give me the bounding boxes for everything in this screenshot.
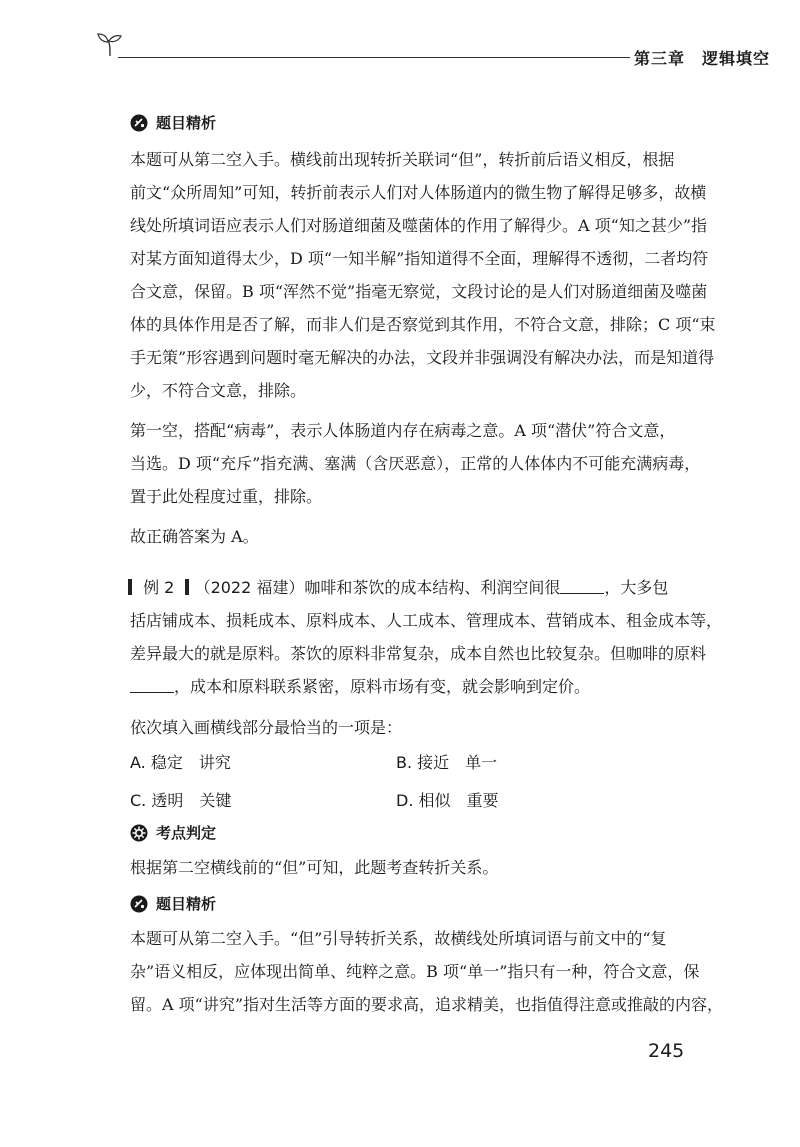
example-line-2: 括店铺成本、损耗成本、原料成本、人工成本、管理成本、营销成本、租金成本等， [130, 611, 723, 630]
example-text: ，大多包 [604, 578, 669, 597]
section-heading-analysis-2 [130, 893, 216, 914]
analysis-paragraph-3 [130, 922, 724, 1021]
section-heading-analysis-1 [130, 112, 216, 133]
example-text: （2022 福建）咖啡和茶饮的成本结构、利润空间很 [194, 578, 561, 597]
answer-text: 故正确答案为 A。 [130, 527, 259, 546]
label-bar-right [185, 579, 189, 595]
text-line: 线处所填词语应表示人们对肠道细菌及噬菌体的作用了解得少。A 项“知之甚少”指 [130, 216, 708, 235]
text-line: 置于此处程度过重，排除。 [130, 487, 323, 506]
option-b: B. 接近 单一 [396, 753, 498, 772]
fill-blank-1 [560, 579, 604, 594]
example-line-3: 差异最大的就是原料。茶饮的原料非常复杂，成本自然也比较复杂。但咖啡的原料 [130, 644, 707, 663]
text-line: 本题可从第二空入手。横线前出现转折关联词“但”，转折前后语义相反，根据 [130, 150, 675, 169]
page-number: 245 [648, 1040, 685, 1062]
text-line: 对某方面知道得太少，D 项“一知半解”指知道得不全面，理解得不透彻，二者均符 [130, 249, 709, 268]
text-line: 杂”语义相反，应体现出简单、纯粹之意。B 项“单一”指只有一种，符合文意，保 [130, 962, 700, 981]
header-rule [118, 57, 630, 58]
text-line: 前文“众所周知”可知，转折前表示人们对人体肠道内的微生物了解得足够多，故横 [130, 183, 707, 202]
example-label: 例 2 [143, 578, 175, 597]
section-heading-text: 题目精析 [156, 895, 217, 913]
text-line: 少，不符合文意，排除。 [130, 381, 307, 400]
option-d: D. 相似 重要 [396, 791, 499, 810]
option-c: C. 透明 关键 [130, 791, 232, 810]
example-text: ，成本和原料联系紧密，原料市场有变，就会影响到定价。 [174, 677, 591, 696]
analysis-icon [130, 114, 148, 132]
answer-line [130, 520, 695, 553]
text-line: 当选。D 项“充斥”指充满、塞满（含厌恶意），正常的人体体内不可能充满病毒， [130, 454, 701, 473]
text-line: 第一空，搭配“病毒”，表示人体肠道内存在病毒之意。A 项“潜伏”符合文意， [130, 421, 676, 440]
example-line-4 [130, 670, 700, 703]
text-line: 根据第二空横线前的“但”可知，此题考查转折关系。 [130, 858, 499, 877]
analysis-paragraph-1 [130, 143, 716, 407]
text-line: 本题可从第二空入手。“但”引导转折关系，故横线处所填词语与前文中的“复 [130, 929, 667, 948]
example-line-1 [128, 571, 698, 604]
text-line: 合文意，保留。B 项“浑然不觉”指毫无察觉，文段讨论的是人们对肠道细菌及噬菌 [130, 282, 708, 301]
key-point-text [130, 851, 695, 884]
text-line: 体的具体作用是否了解，而非人们是否察觉到其作用，不符合文意，排除；C 项“束 [130, 315, 716, 334]
text-line: 留。A 项“讲究”指对生活等方面的要求高，追求精美，也指值得注意或推敲的内容， [130, 995, 724, 1014]
label-bar-left [128, 579, 132, 595]
section-heading-text: 题目精析 [156, 114, 217, 132]
section-heading-key-point [130, 822, 216, 843]
option-a: A. 稳定 讲究 [130, 753, 231, 772]
sprout-icon [96, 30, 124, 58]
analysis-icon [130, 895, 148, 913]
text-line: 手无策”形容遇到问题时毫无解决的办法，文段并非强调没有解决办法，而是知道得 [130, 348, 715, 367]
question-prompt: 依次填入画横线部分最恰当的一项是： [130, 718, 403, 737]
section-heading-text: 考点判定 [156, 824, 217, 842]
chapter-title: 第三章 逻辑填空 [634, 49, 771, 68]
fill-blank-2 [130, 678, 174, 693]
gear-icon [130, 824, 148, 842]
analysis-paragraph-2 [130, 414, 701, 513]
running-header [96, 24, 771, 68]
